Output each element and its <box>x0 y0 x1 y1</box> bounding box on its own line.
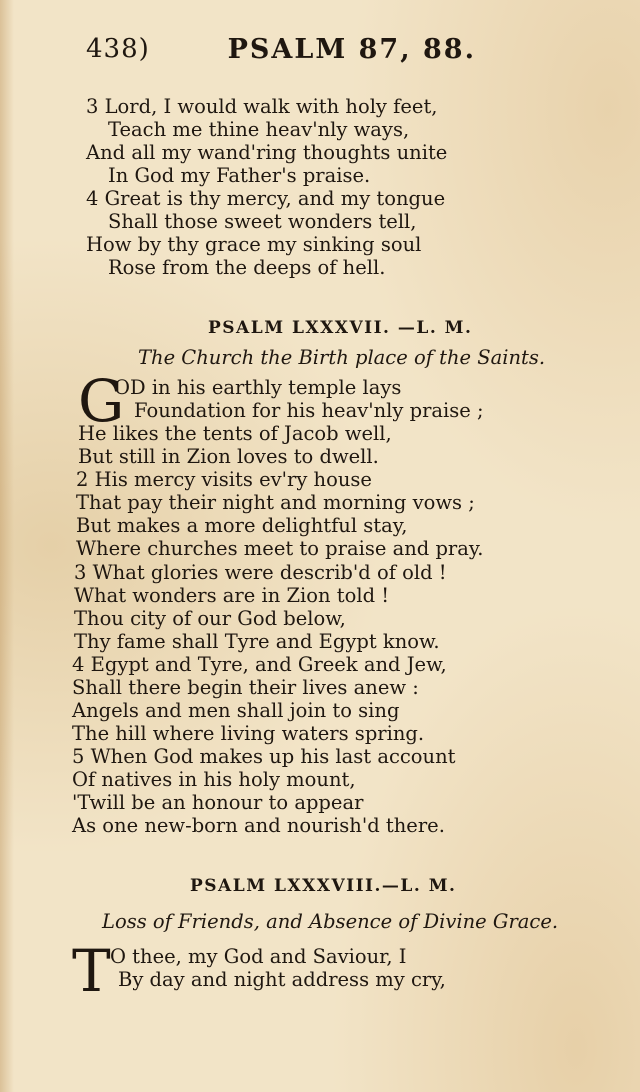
psalm-heading: PSALM LXXXVIII.—L. M. <box>190 876 457 896</box>
page-number: 438) <box>86 34 150 64</box>
verse-line: That pay their night and morning vows ; <box>76 491 475 514</box>
page-edge-shadow <box>0 0 14 1092</box>
verse-line: Angels and men shall join to sing <box>72 699 400 722</box>
drop-capital: T <box>72 937 111 1005</box>
verse-line: Thy fame shall Tyre and Egypt know. <box>74 630 440 653</box>
verse-line: The hill where living waters spring. <box>72 722 425 745</box>
verse-line: 2 His mercy visits ev'ry house <box>76 468 372 491</box>
verse-line: 3 What glories were describ'd of old ! <box>74 561 447 584</box>
verse-line: But still in Zion loves to dwell. <box>78 445 379 468</box>
psalm-subtitle: Loss of Friends, and Absence of Divine Grace. <box>102 910 559 933</box>
verse-line: 4 Egypt and Tyre, and Greek and Jew, <box>72 653 447 676</box>
psalm-heading: PSALM LXXXVII. —L. M. <box>208 318 473 338</box>
verse-line: By day and night address my cry, <box>118 968 446 991</box>
verse-line: How by thy grace my sinking soul <box>86 233 422 256</box>
verse-line: Where churches meet to praise and pray. <box>76 537 484 560</box>
verse-line: But makes a more delightful stay, <box>76 514 408 537</box>
verse-line: Teach me thine heav'nly ways, <box>108 118 410 141</box>
page-header <box>86 34 476 74</box>
verse-line: 4 Great is thy mercy, and my tongue <box>86 187 446 210</box>
verse-line: Foundation for his heav'nly praise ; <box>134 399 484 422</box>
drop-capital: G <box>78 367 125 435</box>
verse-line: In God my Father's praise. <box>108 164 371 187</box>
verse-line: And all my wand'ring thoughts unite <box>86 141 448 164</box>
verse-line: 5 When God makes up his last account <box>72 745 456 768</box>
verse-line: As one new-born and nourish'd there. <box>72 814 445 837</box>
verse-line: Rose from the deeps of hell. <box>108 256 386 279</box>
verse-line: Thou city of our God below, <box>74 607 346 630</box>
running-title: PSALM 87, 88. <box>227 34 476 65</box>
verse-line: O thee, my God and Saviour, I <box>110 945 407 968</box>
verse-line: He likes the tents of Jacob well, <box>78 422 392 445</box>
verse-line: Of natives in his holy mount, <box>72 768 356 791</box>
verse-line: OD in his earthly temple lays <box>114 376 402 399</box>
verse-line: What wonders are in Zion told ! <box>74 584 390 607</box>
verse-line: 'Twill be an honour to appear <box>72 791 364 814</box>
verse-line: Shall those sweet wonders tell, <box>108 210 417 233</box>
verse-line: 3 Lord, I would walk with holy feet, <box>86 95 438 118</box>
verse-line: Shall there begin their lives anew : <box>72 676 419 699</box>
psalm-subtitle: The Church the Birth place of the Saints. <box>138 346 546 369</box>
